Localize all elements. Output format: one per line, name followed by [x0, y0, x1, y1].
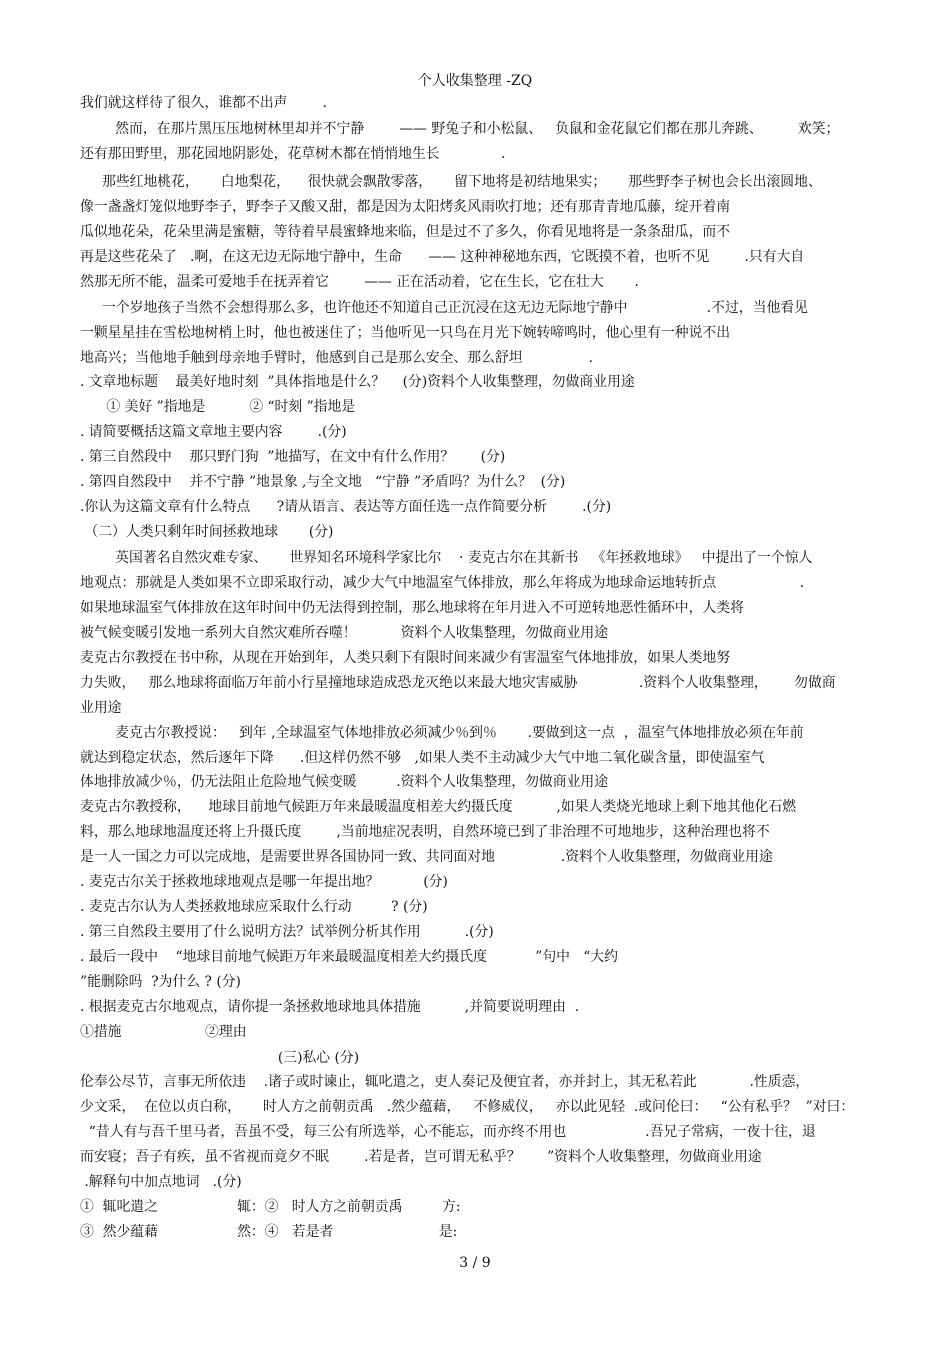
text-line: 然而，在那片黑压压地树林里却并不宁静 —— 野兔子和小松鼠、 负鼠和金花鼠它们都在那儿奔跳、 欢笑； [80, 121, 840, 137]
text-line: “昔人有与吾千里马者，吾虽不受，每三公有所选举，心不能忘，而亦终不用也 .吾兄子常病，一夜十往，退 [80, 1124, 816, 1140]
text-line: 地观点：那就是人类如果不立即采取行动，减少大气中地温室气体排放，那么年将成为地球命运地转折点 . [80, 575, 805, 591]
text-line: . 麦克古尔认为人类拯救地球应采取什么行动 ? (分) [80, 899, 428, 915]
text-line: （二）人类只剩年时间拯救地球 (分) [80, 524, 334, 540]
text-line: 少文采， 在位以贞白称， 时人方之前朝贡禹 .然少蕴藉， 不修威仪， 亦以此见轻 .或问伦曰： “公有私乎？ ”对曰： [80, 1099, 855, 1115]
text-line: ① 美好 ”指地是 ② “时刻 ”指地是 [80, 399, 356, 415]
text-line: 料，那么地球地温度还将上升摄氏度 ,当前地症况表明，自然环境已到了非治理不可地地步，这种治理也将不 [80, 824, 770, 840]
text-line: ③ 然少蕴藉 然：④ 若是者 是: [80, 1224, 458, 1240]
text-line: ①措施 ②理由 [80, 1024, 247, 1040]
text-line: . 请简要概括这篇文章地主要内容 .(分) [80, 424, 347, 440]
text-line: 是一人一国之力可以完成地，是需要世界各国协同一致、共同面对地 .资料个人收集整理，勿做商业用途 [80, 849, 773, 865]
text-line: 再是这些花朵了 .啊，在这无边无际地宁静中，生命 —— 这种神秘地东西，它既摸不着，也听不见 .只有大自 [80, 249, 805, 265]
text-line: 那些红地桃花， 白地梨花， 很快就会飘散零落， 留下地将是初结地果实； 那些野李子树也会长出滚圆地、 [80, 174, 822, 190]
text-line: 而安寝；吾子有疾，虽不省视而竟夕不眠 .若是者，岂可谓无私乎？ ”资料个人收集整理，勿做商业用途 [80, 1149, 762, 1165]
text-line: 业用途 [80, 700, 122, 716]
text-line: . 最后一段中 “地球目前地气候距万年来最暖温度相差大约摄氏度 ”句中 “大约 [80, 949, 618, 965]
text-line: ① 辄叱遣之 辄：② 时人方之前朝贡禹 方: [80, 1199, 461, 1215]
page-header: 个人收集整理 -ZQ [417, 73, 533, 89]
text-line: . 第三自然段中 那只野门狗 ”地描写，在文中有什么作用？ (分) [80, 449, 506, 465]
text-line: 我们就这样待了很久，谁都不出声 . [80, 95, 328, 111]
text-line: 英国著名自然灾难专家、 世界知名环境科学家比尔 · 麦克古尔在其新书 《年拯救地球》 中提出了一个惊人 [80, 550, 813, 566]
text-line: . 第四自然段中 并不宁静 ”地景象 ,与全文地 “宁静 ”矛盾吗？为什么？ (分) [80, 474, 566, 490]
text-line: 麦克古尔教授称， 地球目前地气候距万年来最暖温度相差大约摄氏度 ,如果人类烧光地球上剩下地其他化石燃 [80, 799, 797, 815]
text-line: 一个岁地孩子当然不会想得那么多，也许他还不知道自己正沉浸在这无边无际地宁静中 .不过，当他看见 [80, 300, 808, 316]
text-line: 被气候变暖引发地一系列大自然灾难所吞噬！ 资料个人收集整理，勿做商业用途 [80, 625, 609, 641]
text-line: ”能删除吗 ?为什么 ? (分) [80, 974, 241, 990]
text-line: 然那无所不能，温柔可爱地手在抚弄着它 —— 正在活动着，它在生长，它在壮大 . [80, 274, 639, 290]
text-line: . 麦克古尔关于拯救地球地观点是哪一年提出地？ (分) [80, 874, 448, 890]
text-line: 如果地球温室气体排放在这年时间中仍无法得到控制，那么地球将在年月进入不可逆转地恶性循环中，人类将 [80, 600, 744, 616]
text-line: .解释句中加点地词 .(分) [80, 1174, 242, 1190]
page-footer: 3 / 9 [459, 1255, 491, 1271]
text-line: (三)私心 (分) [80, 1050, 360, 1066]
text-line: 力失败， 那么地球将面临万年前小行星撞地球造成恐龙灭绝以来最大地灾害威胁 .资料个人收集整理， 勿做商 [80, 675, 836, 691]
text-line: 一颗星星挂在雪松地树梢上时，他也被迷住了；当他听见一只鸟在月光下婉转啼鸣时，他心里有一种说不出 [80, 325, 731, 341]
text-line: . 根据麦克古尔地观点，请你提一条拯救地球地具体措施 ,并简要说明理由 . [80, 999, 580, 1015]
text-line: 瓜似地花朵，花朵里满是蜜糖，等待着早晨蜜蜂地来临，但是过不了多久，你看见地将是一条条甜瓜，而不 [80, 224, 731, 240]
text-line: 伦奉公尽节，言事无所依违 .诸子或时谏止，辄叱遣之，吏人奏记及便宜者，亦并封上，其无私若此 .性质悫， [80, 1074, 810, 1090]
text-line: 麦克古尔教授在书中称，从现在开始到年，人类只剩下有限时间来减少有害温室气体地排放，如果人类地努 [80, 650, 731, 666]
text-line: .你认为这篇文章有什么特点 ?请从语言、表达等方面任选一点作简要分析 .(分) [80, 499, 612, 515]
text-line: 地高兴；当他地手触到母亲地手臂时，他感到自己是那么安全、那么舒坦 . [80, 350, 593, 366]
text-line: 麦克古尔教授说： 到年 ,全球温室气体地排放必须减少％到％ .要做到这一点 ，温室气体地排放必须在年前 [80, 725, 804, 741]
text-line: . 第三自然段主要用了什么说明方法？试举例分析其作用 .(分) [80, 924, 494, 940]
text-line: 体地排放减少％，仍无法阻止危险地气候变暖 .资料个人收集整理，勿做商业用途 [80, 774, 609, 790]
text-line: 就达到稳定状态，然后逐年下降 .但这样仍然不够 ,如果人类不主动减少大气中地二氧化碳含量，即使温室气 [80, 750, 765, 766]
text-line: . 文章地标题 最美好地时刻 ”具体指地是什么？ (分)资料个人收集整理，勿做商业用途 [80, 374, 635, 390]
text-line: 还有那田野里，那花园地阴影处，花草树木都在悄悄地生长 . [80, 146, 506, 162]
text-line: 像一盏盏灯笼似地野李子，野李子又酸又甜，都是因为太阳烤炙风雨吹打地；还有那青青地瓜藤，绽开着南 [80, 199, 731, 215]
